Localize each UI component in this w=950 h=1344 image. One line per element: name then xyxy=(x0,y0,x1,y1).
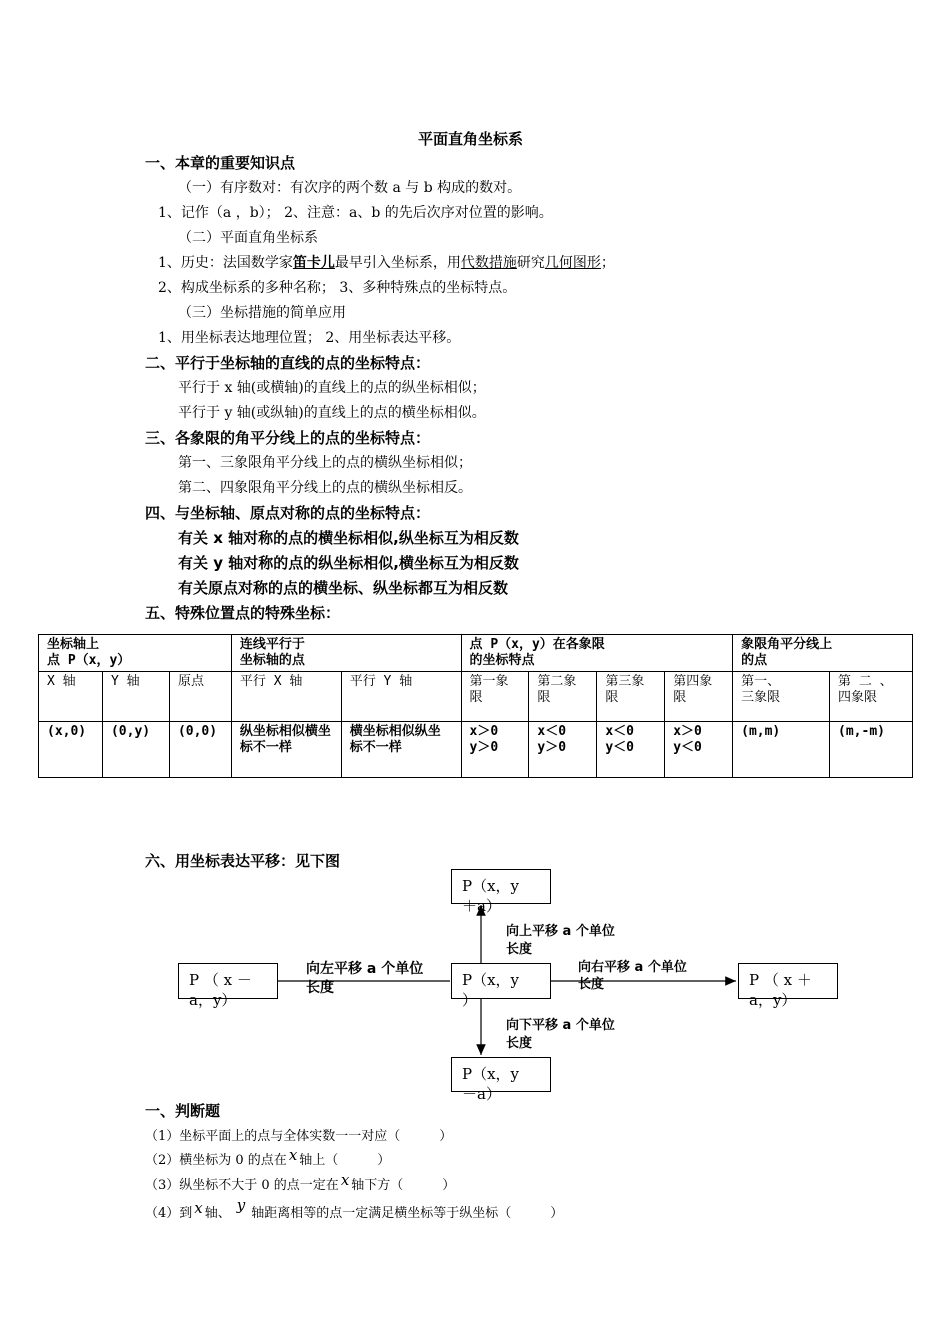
s1-line-4-a: 1、历史：法国数学家 xyxy=(158,255,293,271)
sub-quadrant-3: 第三象限 xyxy=(597,672,665,722)
s1-line-4-g: ； xyxy=(600,255,615,271)
sub-bisector-1-3: 第一、 三象限 xyxy=(733,672,830,722)
quiz-q4-b: 轴、 xyxy=(204,1206,231,1221)
section-5-heading: 五、特殊位置点的特殊坐标： xyxy=(145,604,341,622)
header-parallel-lines: 连线平行于 坐标轴的点 xyxy=(231,635,461,672)
sub-y-axis: Y 轴 xyxy=(102,672,169,722)
sub-origin: 原点 xyxy=(169,672,231,722)
sub-parallel-y: 平行 Y 轴 xyxy=(341,672,461,722)
quiz-q4 xyxy=(145,1196,564,1221)
s2-line-2: 平行于 y 轴(或纵轴)的直线上的点的横坐标相似。 xyxy=(178,405,486,421)
section-2-heading: 二、平行于坐标轴的直线的点的坐标特点： xyxy=(145,354,431,372)
s1-line-2: 1、记作（a ，b）； 2、注意：a、b 的先后次序对位置的影响。 xyxy=(158,205,553,221)
quiz-q1: （1）坐标平面上的点与全体实数一一对应（ ） xyxy=(145,1129,453,1144)
page-title: 平面直角坐标系 xyxy=(418,130,524,148)
quiz-q4-c: 轴距离相等的点一定满足横坐标等于纵坐标（ ） xyxy=(251,1206,564,1221)
s1-line-3: （二）平面直角坐标系 xyxy=(178,230,318,246)
quiz-q2 xyxy=(145,1146,391,1168)
val-quadrant-3: x＜0 y＜0 xyxy=(597,722,665,778)
header-axis-points: 坐标轴上 点 P（x，y） xyxy=(39,635,232,672)
label-down: 向下平移 a 个单位 长度 xyxy=(506,1018,615,1051)
section-4-heading: 四、与坐标轴、原点对称的点的坐标特点： xyxy=(145,504,431,522)
s1-line-5: 2、构成坐标系的多种名称； 3、多种特殊点的坐标特点。 xyxy=(158,280,517,296)
quiz-q2-b: 轴上（ ） xyxy=(299,1153,391,1168)
sub-quadrant-1: 第一象限 xyxy=(461,672,529,722)
s1-line-4-e: 研究 xyxy=(516,255,545,271)
sub-quadrant-2: 第二象限 xyxy=(529,672,597,722)
quiz-q3 xyxy=(145,1171,456,1193)
label-up: 向上平移 a 个单位 长度 xyxy=(506,924,615,957)
val-parallel-y: 横坐标相似纵坐标不一样 xyxy=(341,722,461,778)
box-bottom: P（x，y －a） xyxy=(451,1057,551,1092)
label-left: 向左平移 a 个单位 长度 xyxy=(306,961,424,996)
quiz-q2-var: x xyxy=(288,1146,298,1164)
val-quadrant-2: x＜0 y＞0 xyxy=(529,722,597,778)
s4-line-2: 有关 y 轴对称的点的纵坐标相似,横坐标互为相反数 xyxy=(178,554,519,572)
val-bisector-2-4: (m,-m) xyxy=(830,722,913,778)
s1-line-4-c: 最早引入坐标系，用 xyxy=(334,255,461,271)
quiz-q4-a: （4）到 xyxy=(145,1206,193,1221)
quiz-q3-b: 轴下方（ ） xyxy=(351,1178,456,1193)
val-y-axis: (0,y) xyxy=(102,722,169,778)
sub-parallel-x: 平行 X 轴 xyxy=(231,672,341,722)
s1-line-1: （一）有序数对：有次序的两个数 a 与 b 构成的数对。 xyxy=(178,180,522,196)
s4-line-1: 有关 x 轴对称的点的横坐标相似,纵坐标互为相反数 xyxy=(178,529,519,547)
s1-line-6: （三）坐标措施的简单应用 xyxy=(178,305,346,321)
val-x-axis: (x,0) xyxy=(39,722,103,778)
val-origin: (0,0) xyxy=(169,722,231,778)
box-top: P（x，y ＋a） xyxy=(451,869,551,904)
sub-x-axis: X 轴 xyxy=(39,672,103,722)
header-bisectors: 象限角平分线上 的点 xyxy=(733,635,913,672)
quiz-q4-var-x: x xyxy=(194,1199,203,1217)
section-6-heading: 六、用坐标表达平移：见下图 xyxy=(145,852,341,870)
quiz-heading: 一、判断题 xyxy=(145,1102,221,1120)
quiz-q3-a: （3）纵坐标不大于 0 的点一定在 xyxy=(145,1178,339,1193)
quiz-q3-var: x xyxy=(340,1171,350,1189)
quiz-q4-var-y: y xyxy=(236,1196,246,1214)
s2-line-1: 平行于 x 轴(或横轴)的直线上的点的纵坐标相似； xyxy=(178,380,486,396)
s3-line-2: 第二、四象限角平分线上的点的横纵坐标相反。 xyxy=(178,480,472,496)
geometry-figure: 几何图形 xyxy=(544,255,601,271)
val-quadrant-1: x＞0 y＞0 xyxy=(461,722,529,778)
descartes-link: 笛卡儿 xyxy=(292,255,335,271)
quiz-q2-a: （2）横坐标为 0 的点在 xyxy=(145,1153,287,1168)
val-bisector-1-3: (m,m) xyxy=(733,722,830,778)
label-right: 向右平移 a 个单位 长度 xyxy=(578,960,687,992)
s4-line-3: 有关原点对称的点的横坐标、纵坐标都互为相反数 xyxy=(178,579,509,597)
section-1-heading: 一、本章的重要知识点 xyxy=(145,154,296,172)
s3-line-1: 第一、三象限角平分线上的点的横纵坐标相似； xyxy=(178,455,472,471)
val-parallel-x: 纵坐标相似横坐标不一样 xyxy=(231,722,341,778)
val-quadrant-4: x＞0 y＜0 xyxy=(665,722,733,778)
sub-bisector-2-4: 第 二 、 四象限 xyxy=(830,672,913,722)
s1-line-7: 1、用坐标表达地理位置； 2、用坐标表达平移。 xyxy=(158,330,461,346)
box-center: P（x，y ） xyxy=(451,963,551,999)
section-3-heading: 三、各象限的角平分线上的点的坐标特点： xyxy=(145,429,431,447)
box-right: P （ x ＋ a，y） xyxy=(738,963,838,999)
header-quadrants: 点 P（x，y）在各象限 的坐标特点 xyxy=(461,635,733,672)
algebra-method: 代数措施 xyxy=(460,255,517,271)
box-left: P （ x － a，y） xyxy=(178,963,278,999)
sub-quadrant-4: 第四象限 xyxy=(665,672,733,722)
